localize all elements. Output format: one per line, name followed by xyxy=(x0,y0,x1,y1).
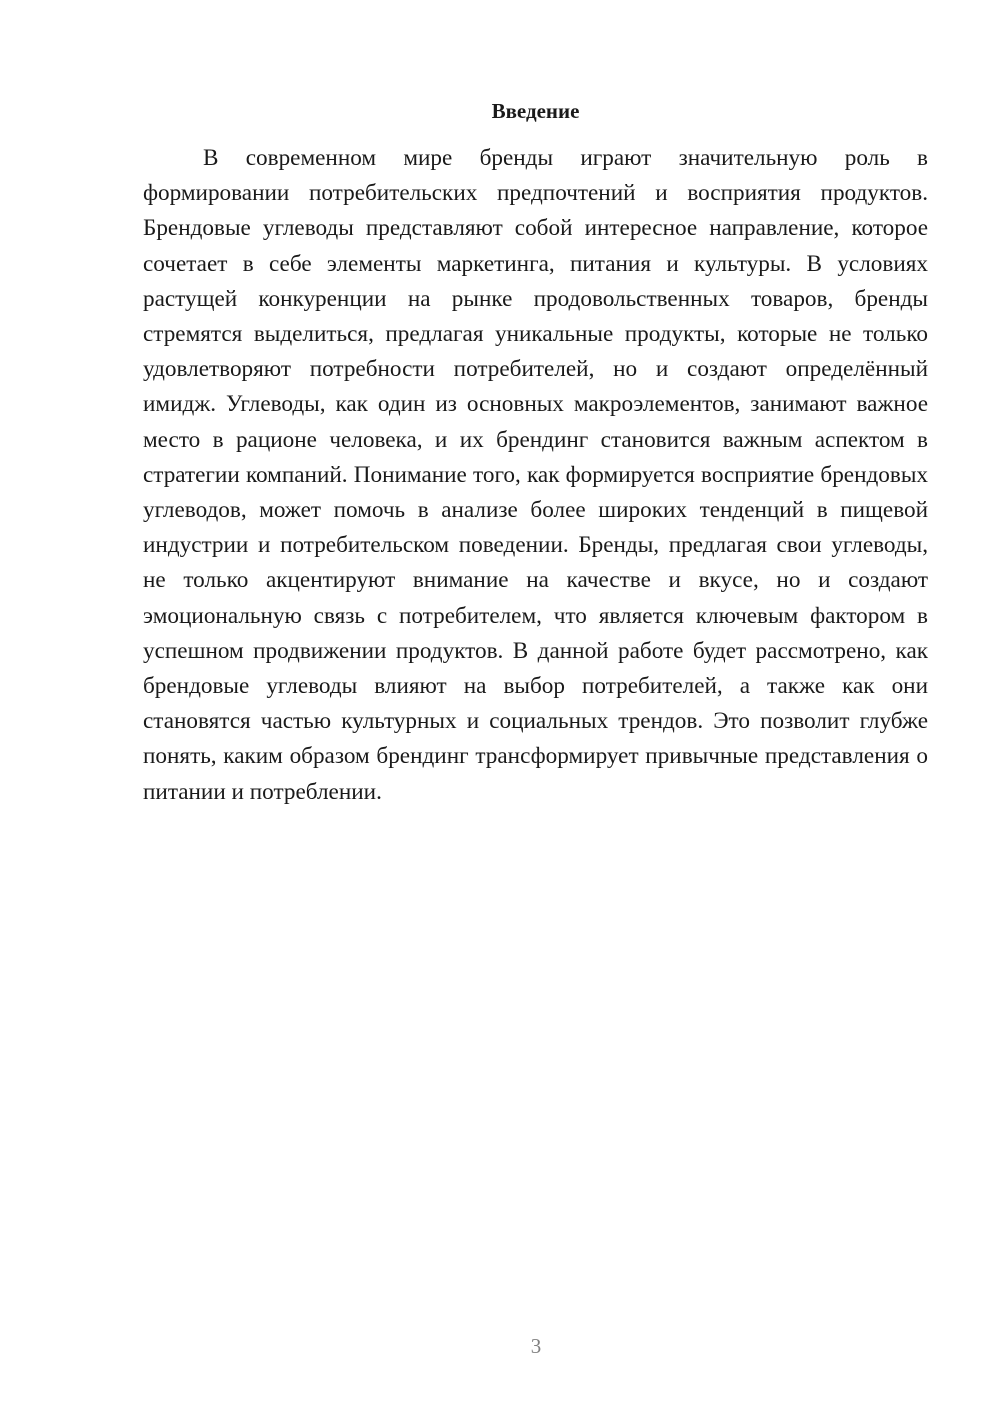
page-number: 3 xyxy=(530,1334,542,1358)
intro-paragraph: В современном мире бренды играют значительную роль в формировании потребительских предпочтений и восприятия продуктов. Брендовые углеводы представляют собой интересное направление, которое сочетает в себе элементы маркетинга, питания и культуры. В условиях растущей конкуренции на рынке продовольственных товаров, бренды стремятся выделиться, предлагая уникальные продукты, которые не только удовлетворяют потребности потребителей, но и создают определённый имидж. Углеводы, как один из основных макроэлементов, занимают важное место в рационе человека, и их брендинг становится важным аспектом в стратегии компаний. Понимание того, как формируется восприятие брендовых углеводов, может помочь в анализе более широких тенденций в пищевой индустрии и потребительском поведении. Бренды, предлагая свои углеводы, не только акцентируют внимание на качестве и вкусе, но и создают эмоциональную связь с потребителем, что является ключевым фактором в успешном продвижении продуктов. В данной работе будет рассмотрено, как брендовые углеводы влияют на выбор потребителей, а также как они становятся частью культурных и социальных трендов. Это позволит глубже понять, каким образом брендинг трансформирует привычные представления о питании и потреблении. xyxy=(143,145,928,805)
section-heading: Введение xyxy=(491,99,580,123)
